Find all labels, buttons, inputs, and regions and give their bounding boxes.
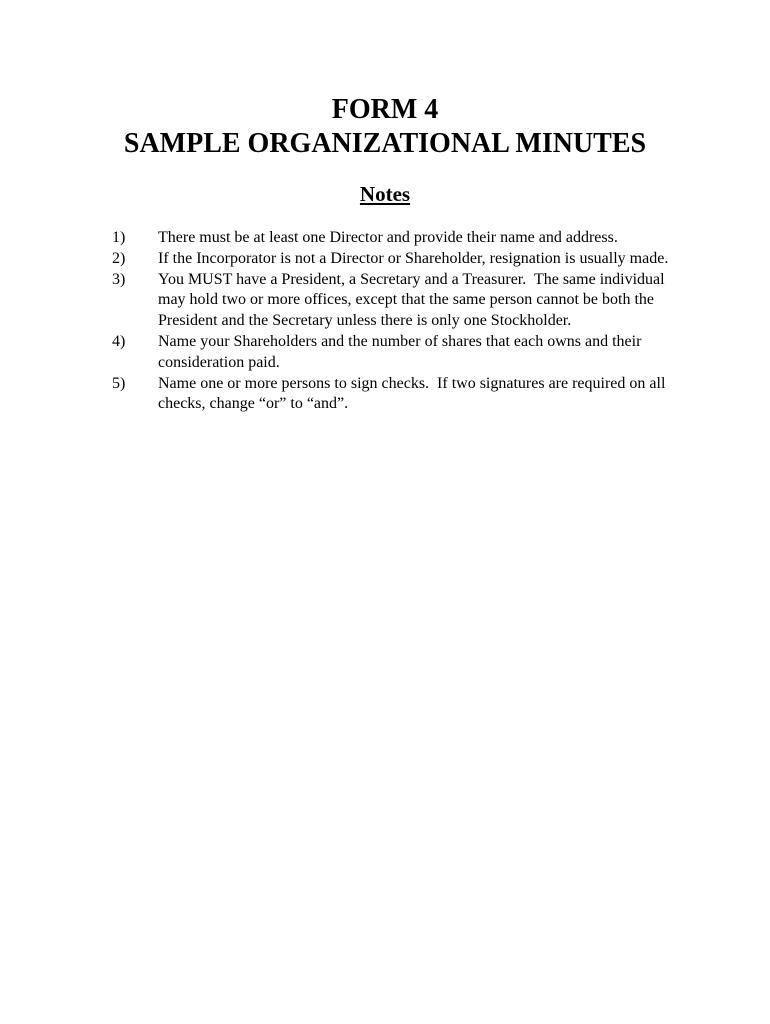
- note-number: 1): [112, 229, 126, 246]
- notes-heading: Notes: [359, 182, 411, 206]
- note-text: You MUST have a President, a Secretary and a Treasurer. The same individual may hold two or more offices, except that the same person cannot be both the President and the Secretary unless there is only one Stockholder.: [158, 270, 669, 330]
- note-text: Name one or more persons to sign checks. If two signatures are required on all checks, change “or” to “and”.: [158, 374, 670, 413]
- note-number: 5): [112, 374, 126, 392]
- note-item: [112, 270, 692, 332]
- note-item: [112, 228, 692, 249]
- form-number-title: FORM 4: [331, 94, 439, 125]
- note-number: 2): [112, 249, 126, 267]
- note-number: 3): [112, 270, 126, 288]
- note-item: [112, 332, 692, 374]
- notes-list: [112, 228, 692, 415]
- form-title: [0, 93, 770, 161]
- note-text: Name your Shareholders and the number of shares that each owns and their consideration paid.: [158, 332, 646, 371]
- note-text: If the Incorporator is not a Director or Shareholder, resignation is usually made.: [158, 249, 669, 267]
- note-item: [112, 249, 692, 270]
- note-text: There must be at least one Director and provide their name and address.: [158, 229, 618, 246]
- form-name-title: SAMPLE ORGANIZATIONAL MINUTES: [123, 128, 647, 159]
- note-item: [112, 374, 692, 416]
- note-number: 4): [112, 332, 126, 350]
